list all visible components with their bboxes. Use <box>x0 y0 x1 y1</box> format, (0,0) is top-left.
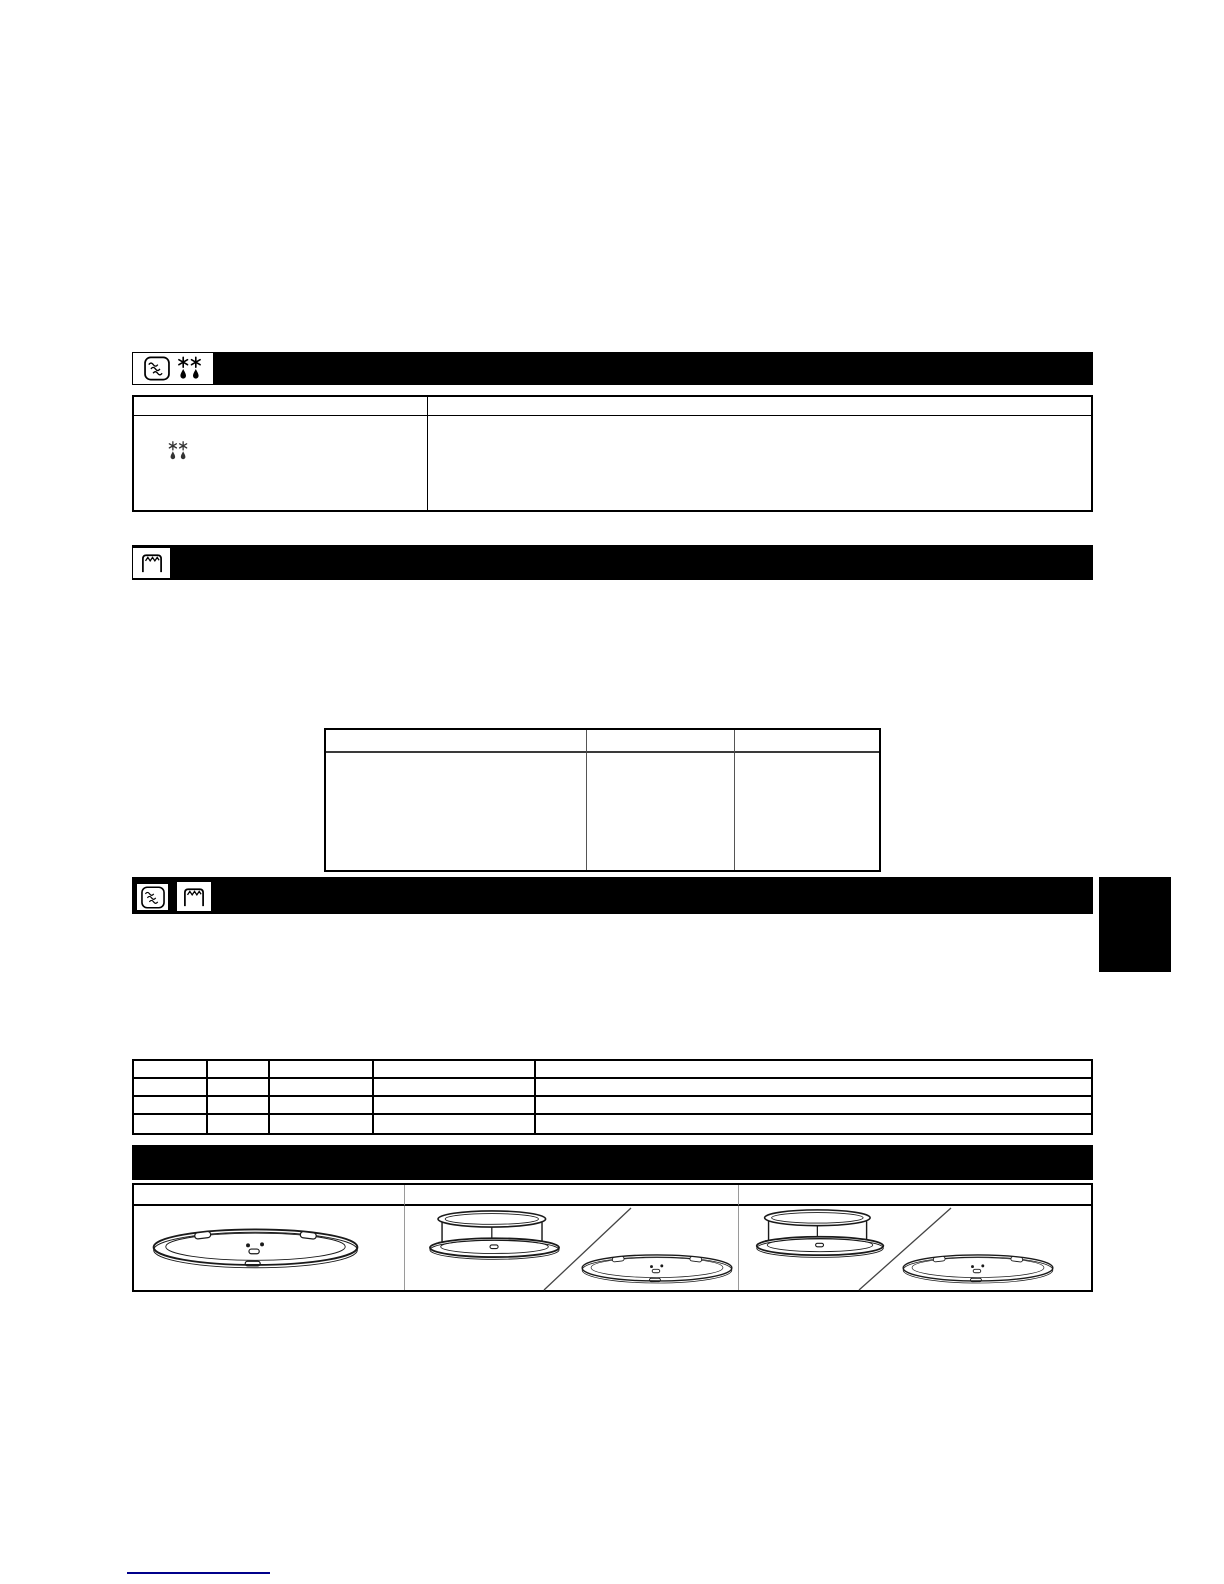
table-header-cell <box>739 1185 1091 1206</box>
defrost-table <box>132 395 1093 512</box>
table-body-cell <box>536 1097 1091 1115</box>
table-header-cell <box>134 1185 405 1206</box>
table-header-cell <box>270 1061 374 1079</box>
table-body-cell <box>536 1079 1091 1097</box>
table-body-cell <box>374 1097 536 1115</box>
section-icon-plate <box>133 353 213 384</box>
footer-link[interactable] <box>127 1572 270 1574</box>
table-header-cell <box>134 397 428 416</box>
table-body-cell <box>735 753 879 870</box>
section-icon-plate <box>133 548 170 578</box>
table-body-cell <box>208 1097 270 1115</box>
accessory-cell-rack-or-plate <box>405 1206 739 1290</box>
table-body-cell <box>270 1097 374 1115</box>
section-edge-tab <box>1099 877 1171 972</box>
table-body-cell <box>428 416 1091 510</box>
table-body-cell <box>134 1079 208 1097</box>
rack-over-plate-illustration <box>739 1206 1091 1292</box>
accessory-cell-rack-or-plate <box>739 1206 1091 1290</box>
accessory-cell-turntable <box>134 1206 405 1290</box>
table-header-cell <box>374 1061 536 1079</box>
table-header-cell <box>405 1185 739 1206</box>
table-header-cell <box>536 1061 1091 1079</box>
grill-icon <box>139 550 165 576</box>
table-header-cell <box>208 1061 270 1079</box>
table-header-cell <box>326 730 587 753</box>
table-header-cell <box>428 397 1091 416</box>
table-body-cell <box>134 1115 208 1133</box>
table-body-cell <box>587 753 735 870</box>
table-header-cell <box>134 1061 208 1079</box>
section-header-grill <box>132 545 1093 580</box>
table-body-cell <box>270 1079 374 1097</box>
microwave-icon <box>144 356 170 381</box>
table-header-cell <box>587 730 735 753</box>
settings-table <box>324 728 881 872</box>
grill-icon <box>181 884 207 910</box>
table-body-cell <box>374 1079 536 1097</box>
table-body-cell <box>208 1115 270 1133</box>
power-table <box>132 1059 1093 1135</box>
section-header-accessories <box>132 1145 1093 1180</box>
table-body-cell <box>536 1115 1091 1133</box>
table-body-cell <box>326 753 587 870</box>
table-body-cell <box>374 1115 536 1133</box>
accessories-table <box>132 1183 1093 1292</box>
section-icon-plate <box>177 882 211 911</box>
microwave-icon <box>141 886 165 909</box>
section-header-combi-defrost <box>132 352 1093 385</box>
table-body-cell <box>134 1097 208 1115</box>
table-body-cell <box>270 1115 374 1133</box>
table-header-cell <box>735 730 879 753</box>
table-body-cell <box>208 1079 270 1097</box>
section-header-microwave-grill <box>132 877 1093 914</box>
rack-over-plate-illustration <box>405 1206 738 1292</box>
defrost-icon <box>167 438 189 464</box>
table-body-cell <box>134 416 428 510</box>
section-icon-plate <box>137 884 168 910</box>
turntable-plate-illustration <box>148 1220 363 1280</box>
defrost-icon <box>176 355 203 382</box>
